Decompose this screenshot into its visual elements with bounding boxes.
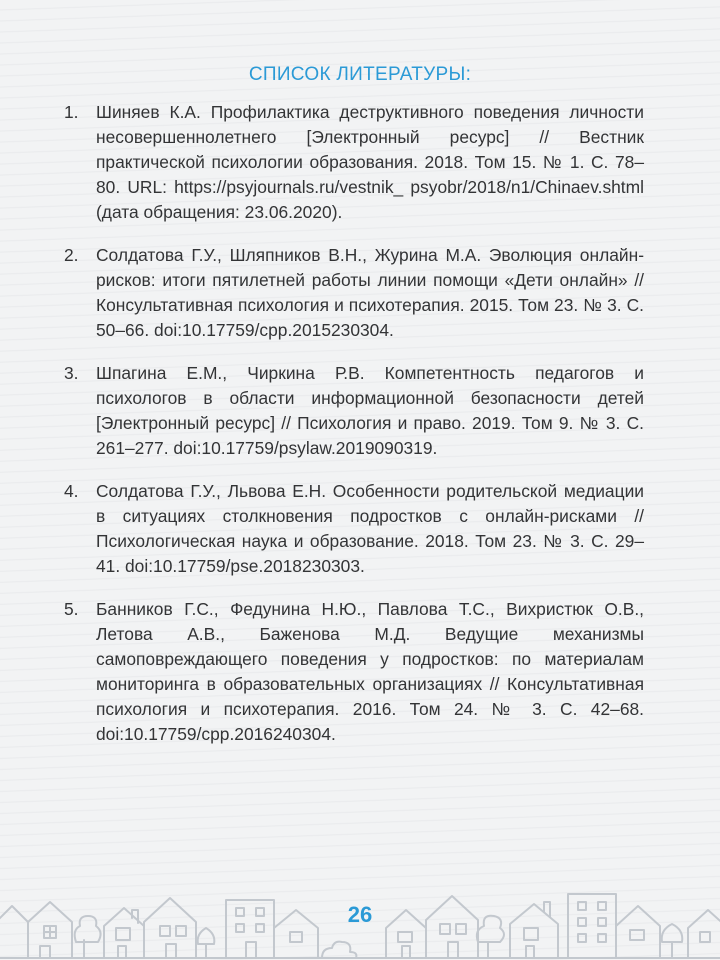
reference-number: 1.	[64, 102, 79, 122]
reference-number: 4.	[64, 481, 79, 501]
reference-item	[64, 361, 644, 461]
reference-text: Солдатова Г.У., Шляпников В.Н., Журина М.А. Эволюция онлайн-рисков: итоги пятилетней работы линии помощи «Дети онлайн» // Консультативная психология и психотерапия. 2015. Том 23. № 3. С. 50–66. doi:10.17759/cpp.2015230304.	[96, 245, 644, 340]
reference-item	[64, 597, 644, 747]
reference-text: Солдатова Г.У., Львова Е.Н. Особенности родительской медиации в ситуациях столкновения подростков с онлайн-рисками // Психологическая наука и образование. 2018. Том 23. № 3. С. 29–41. doi:10.17759/pse.2018230303.	[96, 481, 644, 576]
reference-number: 3.	[64, 363, 79, 383]
reference-list	[64, 100, 644, 765]
reference-text: Шиняев К.А. Профилактика деструктивного поведения личности несовершеннолетнего [Электронный ресурс] // Вестник практической психологии образования. 2018. Том 15. № 1. С. 78–80. URL: https://psyjournals.ru/vestnik_ psyobr/2018/n1/Chinaev.shtml (дата обращения: 23.06.2020).	[96, 102, 644, 222]
page-title: СПИСОК ЛИТЕРАТУРЫ:	[248, 64, 472, 85]
reference-number: 5.	[64, 599, 79, 619]
reference-item	[64, 479, 644, 579]
page-number: 26	[347, 902, 373, 927]
reference-item	[64, 243, 644, 343]
reference-text: Банников Г.С., Федунина Н.Ю., Павлова Т.С., Вихристюк О.В., Летова А.В., Баженова М.Д. Ведущие механизмы самоповреждающего поведения у подростков: по материалам мониторинга в образовательных организациях // Консультативная психология и психотерапия. 2016. Том 24. № 3. С. 42–68. doi:10.17759/cpp.2016240304.	[96, 599, 644, 744]
reference-item	[64, 100, 644, 225]
reference-text: Шпагина Е.М., Чиркина Р.В. Компетентность педагогов и психологов в области информационной безопасности детей [Электронный ресурс] // Психология и право. 2019. Том 9. № 3. С. 261–277. doi:10.17759/psylaw.2019090319.	[96, 363, 644, 458]
reference-number: 2.	[64, 245, 79, 265]
